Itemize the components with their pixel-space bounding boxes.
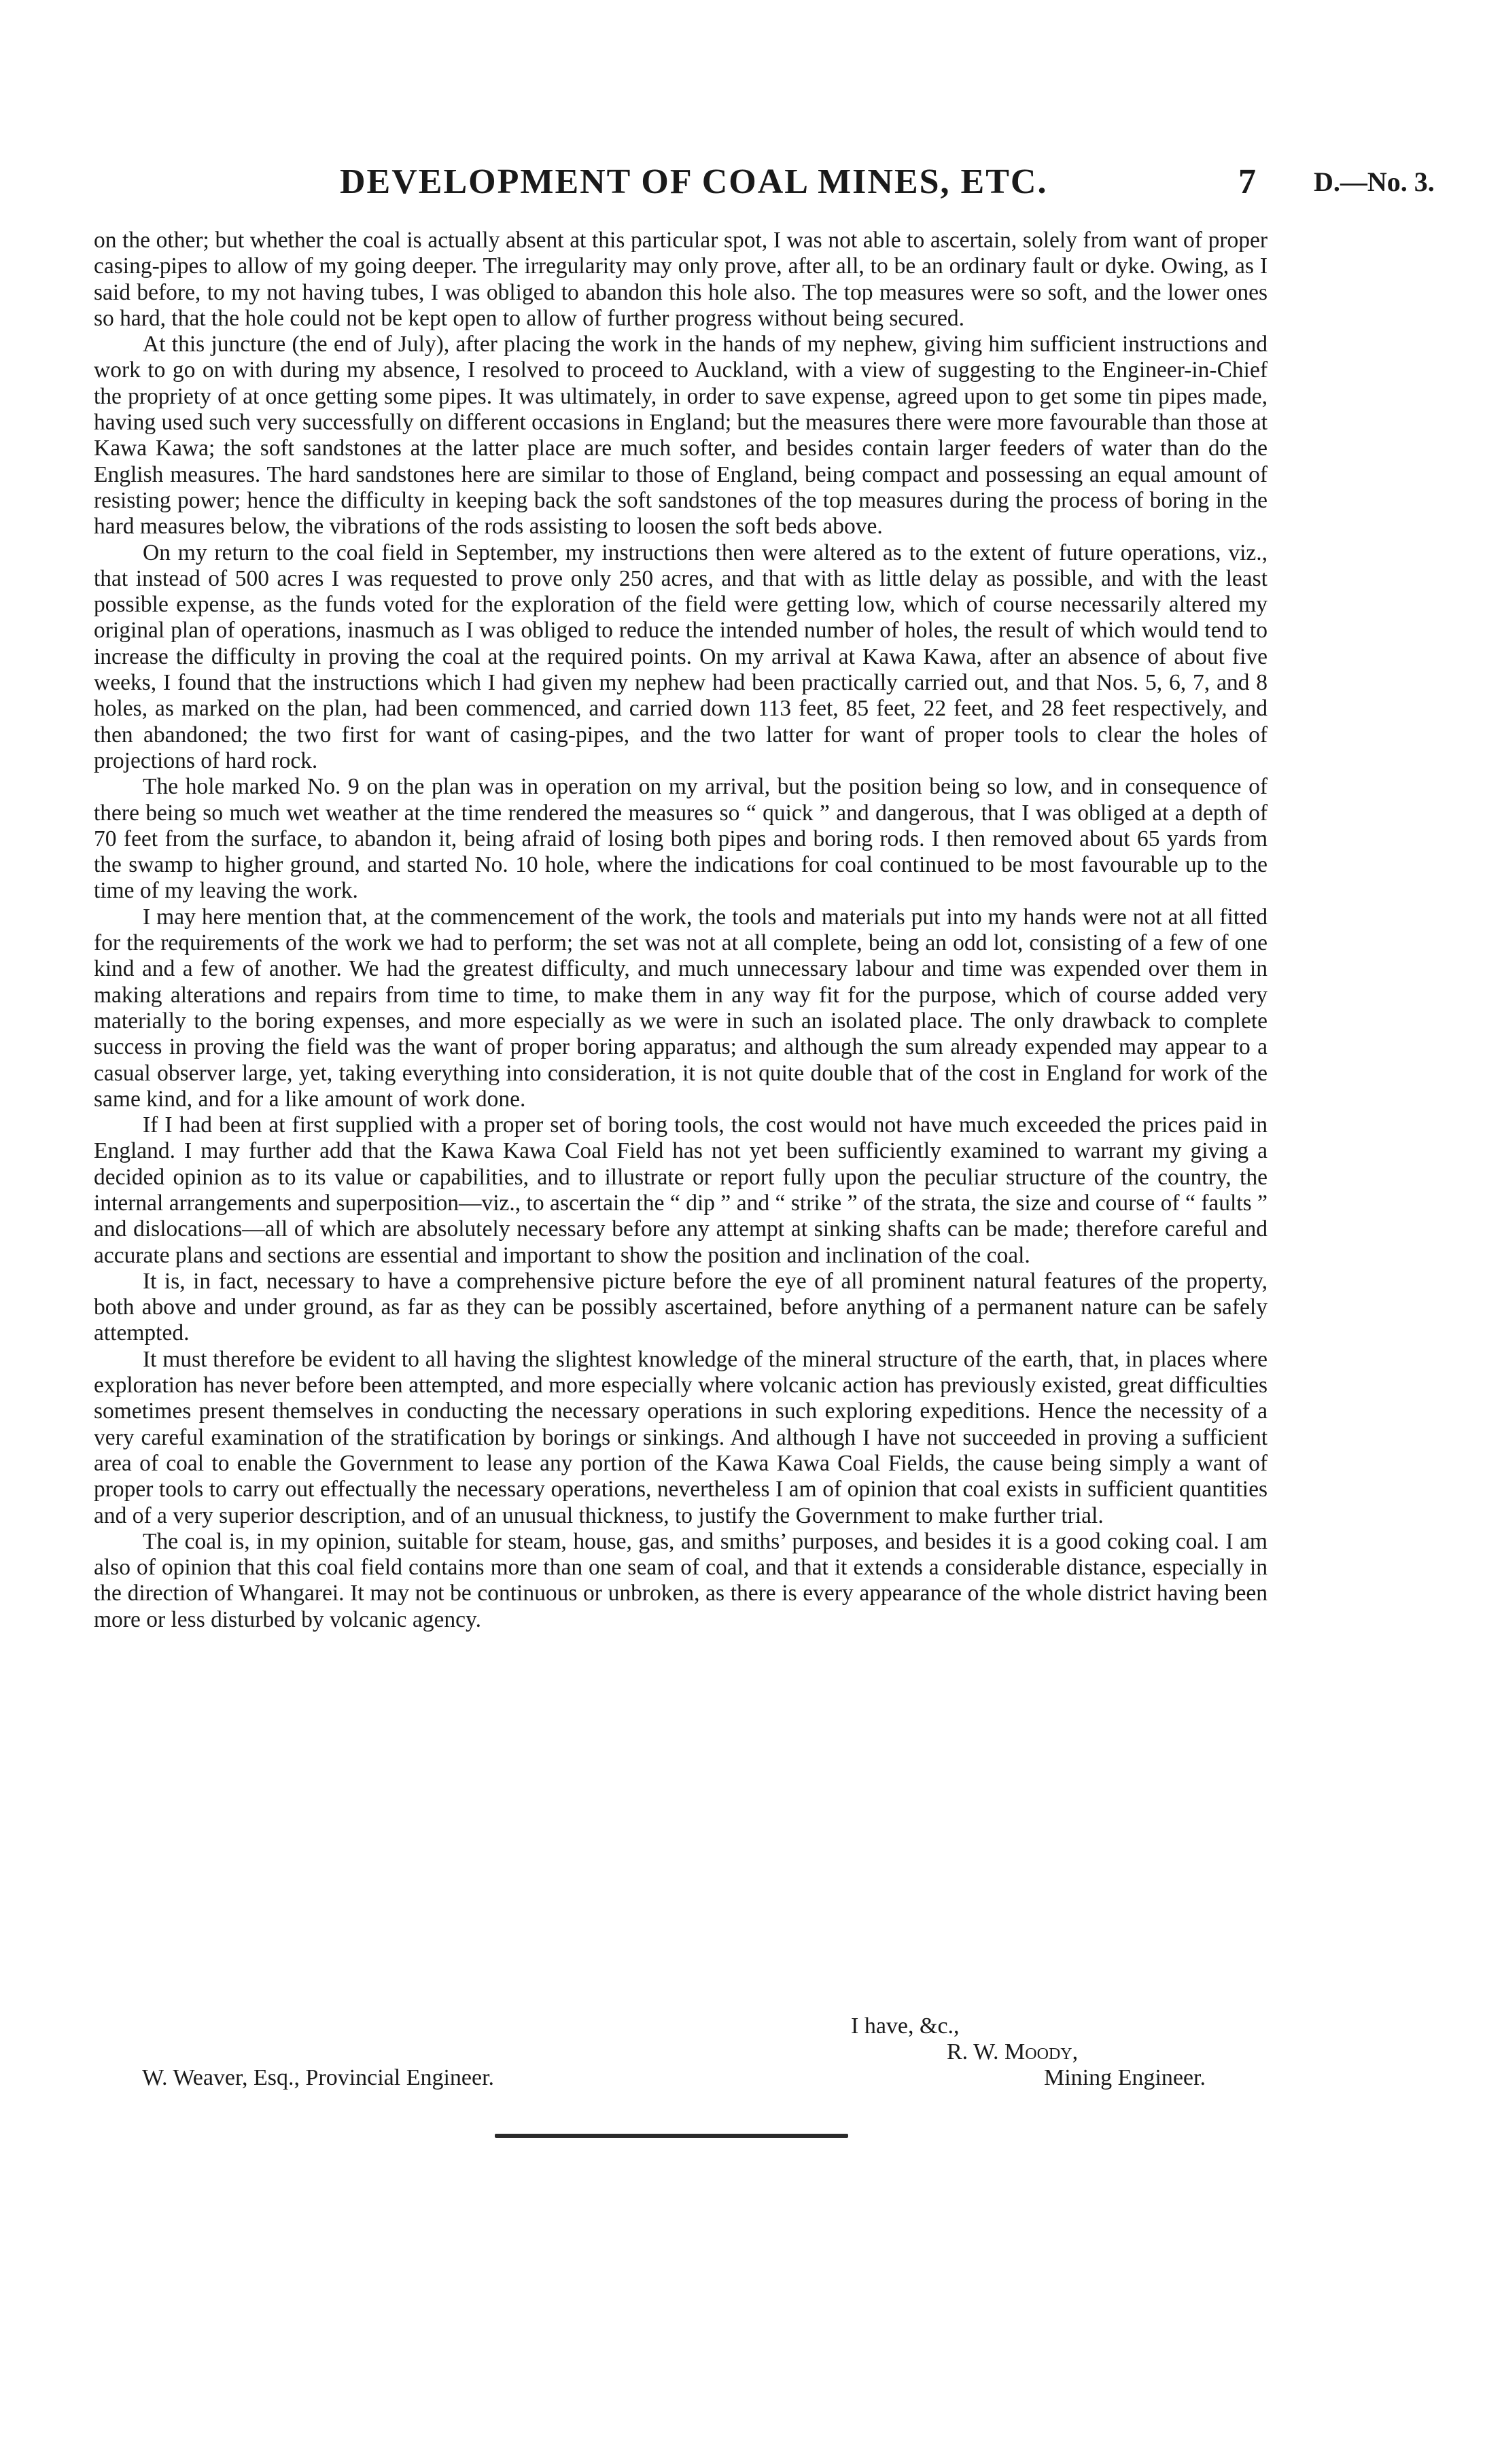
paragraph: I may here mention that, at the commencement of the work, the tools and materials put into my hands were not at all fitted for the requirements of the work we had to perform; the set was not at all complete, being an odd lot, consisting of a few of one kind and a few of another. We had the greatest difficulty, and much unnecessary labour and time was expended over them in making alterations and repairs from time to time, to make them in any way fit for the purpose, which of course added very materially to the boring expenses, and more especially as we were in such an isolated place. The only drawback to complete success in proving the field was the want of proper boring apparatus; and although the sum already expended may appear to a casual observer large, yet, taking everything into consideration, it is not quite double that of the cost in England for work of the same kind, and for a like amount of work done. [94, 904, 1268, 1112]
signature-block [0, 2013, 1485, 2094]
addressee: W. Weaver, Esq., Provincial Engineer. [142, 2065, 495, 2090]
document-reference: D.—No. 3. [1314, 166, 1435, 197]
paragraph: At this juncture (the end of July), after placing the work in the hands of my nephew, giving him sufficient instructions and work to go on with during my absence, I resolved to proceed to Auckland, with a view of suggesting to the Engineer-in-Chief the propriety of at once getting some pipes. It was ultimately, in order to save expense, agreed upon to get some tin pipes made, having used such very successfully on different occasions in England; but the measures there were more favourable than those at Kawa Kawa; the soft sandstones at the latter place are much softer, and besides contain larger feeders of water than do the English measures. The hard sandstones here are similar to those of England, being compact and possessing an equal amount of resisting power; hence the difficulty in keeping back the soft sandstones of the top measures during the process of boring in the hard measures below, the vibrations of the rods assisting to loosen the soft beds above. [94, 332, 1268, 540]
paragraph: It is, in fact, necessary to have a comprehensive picture before the eye of all prominent natural features of the property, both above and under ground, as far as they can be possibly ascertained, before anything of a permanent nature can be safely attempted. [94, 1268, 1268, 1346]
paragraph: It must therefore be evident to all having the slightest knowledge of the mineral structure of the earth, that, in places where exploration has never before been attempted, and more especially where volcanic action has previously existed, great difficulties sometimes present themselves in conducting the necessary operations in such exploring expeditions. Hence the necessity of a very careful examination of the stratification by borings or sinkings. And although I have not succeeded in proving a sufficient area of coal to enable the Government to lease any portion of the Kawa Kawa Coal Fields, the cause being simply a want of proper tools to carry out effectually the necessary operations, nevertheless I am of opinion that coal exists in sufficient quantities and of a very superior description, and of an unusual thickness, to justify the Government to make further trial. [94, 1346, 1268, 1528]
signatory-surname: Moody, [1004, 2039, 1079, 2064]
paragraph: The hole marked No. 9 on the plan was in operation on my arrival, but the position being so low, and in consequence of there being so much wet weather at the time rendered the measures so “ quick ” and dangerous, that I was obliged at a depth of 70 feet from the surface, to abandon it, being afraid of losing both pipes and boring rods. I then removed about 65 yards from the swamp to higher ground, and started No. 10 hole, where the indications for coal continued to be most favourable up to the time of my leaving the work. [94, 774, 1268, 904]
letter-body [94, 228, 1268, 1633]
paragraph: on the other; but whether the coal is actually absent at this particular spot, I was not able to ascertain, solely from want of proper casing-pipes to allow of my going deeper. The irregularity may only prove, after all, to be an ordinary fault or dyke. Owing, as I said before, to my not having tubes, I was obliged to abandon this hole also. The top measures were so soft, and the lower ones so hard, that the hole could not be kept open to allow of further progress without being secured. [94, 228, 1268, 331]
page-header [0, 162, 1485, 209]
signatory-title: Mining Engineer. [1044, 2065, 1206, 2090]
closing-line: I have, &c., [851, 2013, 960, 2039]
signatory-name [947, 2039, 1078, 2066]
paragraph: The coal is, in my opinion, suitable for steam, house, gas, and smiths’ purposes, and besides it is a good coking coal. I am also of opinion that this coal field contains more than one seam of coal, and that it extends a considerable distance, especially in the direction of Whangarei. It may not be continuous or unbroken, as there is every appearance of the whole district having been more or less disturbed by volcanic agency. [94, 1528, 1268, 1632]
signatory-initials: R. W. [947, 2039, 999, 2064]
paragraph: On my return to the coal field in September, my instructions then were altered as to the extent of future operations, viz., that instead of 500 acres I was requested to prove only 250 acres, and that with as little delay as possible, and with the least possible expense, as the funds voted for the exploration of the field were getting low, which of course necessarily altered my original plan of operations, inasmuch as I was obliged to reduce the intended number of holes, the result of which would tend to increase the difficulty in proving the coal at the required points. On my arrival at Kawa Kawa, after an absence of about five weeks, I found that the instructions which I had given my nephew had been practically carried out, and that Nos. 5, 6, 7, and 8 holes, as marked on the plan, had been commenced, and carried down 113 feet, 85 feet, 22 feet, and 28 feet respectively, and then abandoned; the two first for want of casing-pipes, and the two latter for want of proper tools to clear the holes of projections of hard rock. [94, 540, 1268, 773]
paragraph: If I had been at first supplied with a proper set of boring tools, the cost would not have much exceeded the prices paid in England. I may further add that the Kawa Kawa Coal Field has not yet been sufficiently examined to warrant my giving a decided opinion as to its value or capabilities, and to illustrate or report fully upon the peculiar structure of the country, the internal arrangements and superposition—viz., to ascertain the “ dip ” and “ strike ” of the strata, the size and course of “ faults ” and dislocations—all of which are absolutely necessary before any attempt at sinking shafts can be made; therefore careful and accurate plans and sections are essential and important to show the position and inclination of the coal. [94, 1112, 1268, 1268]
page-number: 7 [1238, 162, 1256, 201]
running-title: DEVELOPMENT OF COAL MINES, ETC. [340, 162, 1048, 201]
end-rule [495, 2134, 848, 2138]
